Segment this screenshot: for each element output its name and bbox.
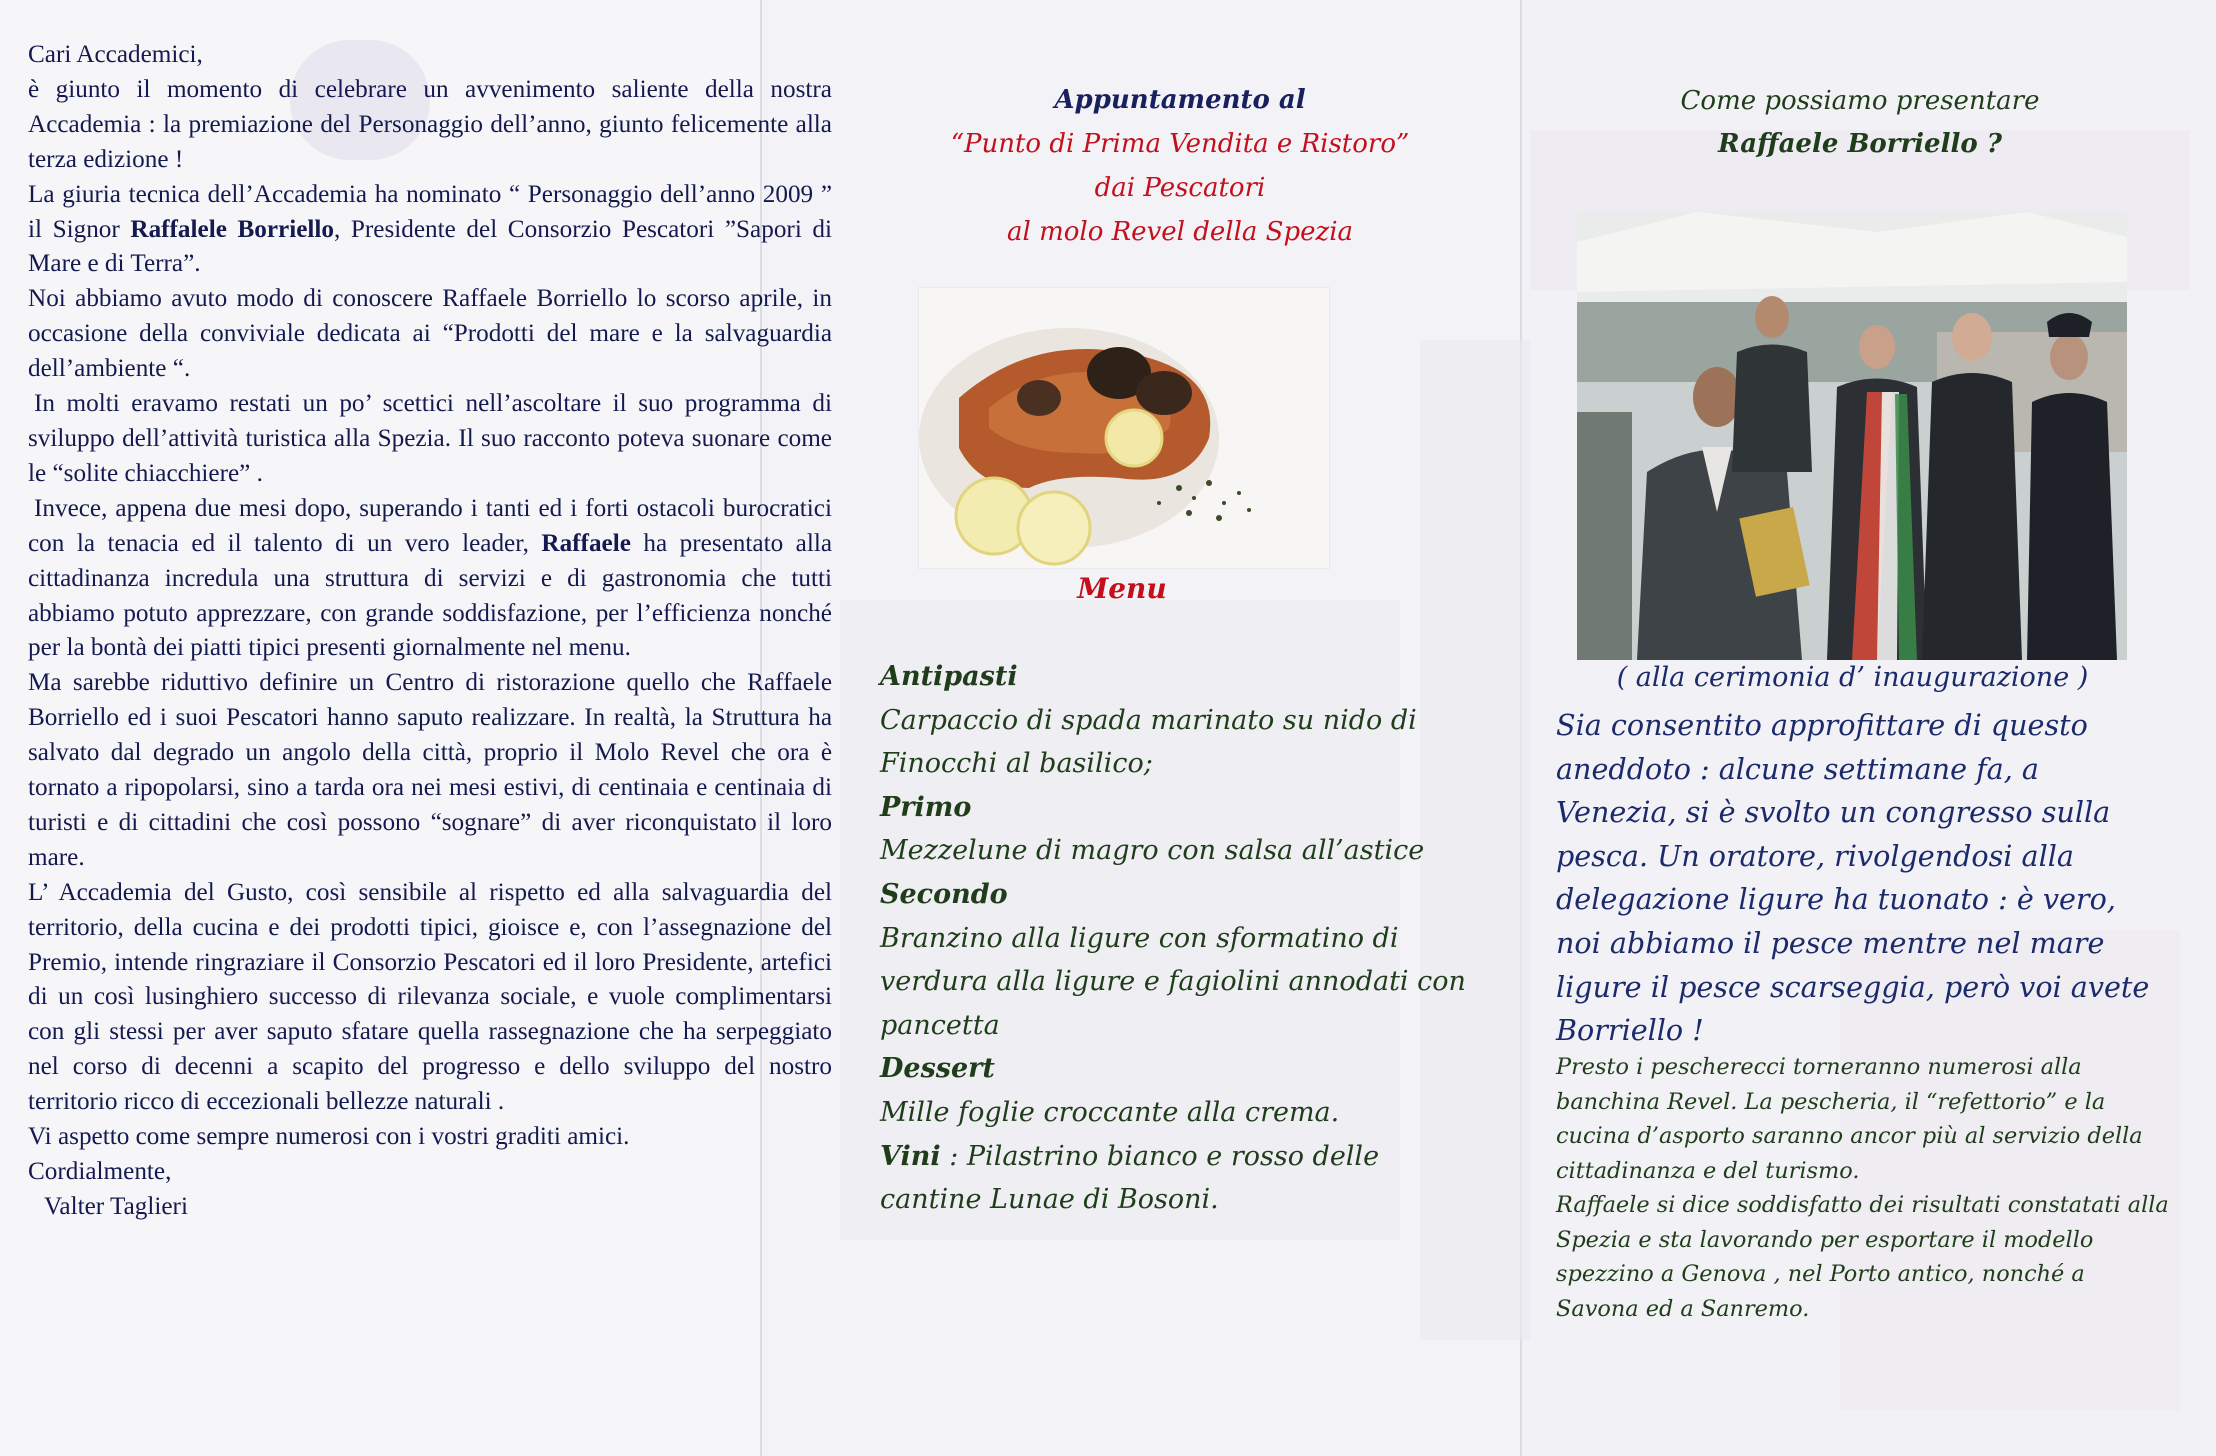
profile-heading-line: Come possiamo presentare (1680, 86, 2040, 116)
menu-course-label: Dessert (880, 1053, 995, 1085)
letter-paragraph: Ma sarebbe riduttivo definire un Centro di ristorazione quello che Raffaele Borriello ed i suoi Pescatori hanno saputo realizzare. In realtà, la Struttura ha salvato dal degrado un angolo della città, proprio il Molo Revel che ora è tornato a ripopolarsi, sino a tarda ora nei mesi estivi, di centinaia e centinaia di turisti e di cittadini che così possono “sognare” di aver riconquistato il loro mare. (28, 669, 832, 871)
invitation-venue: “Punto di Prima Vendita e Ristoro” (950, 129, 1410, 159)
menu-item: Mille foglie croccante alla crema. (880, 1096, 1340, 1128)
menu-course-label: Antipasti (880, 661, 1018, 692)
menu-item: Branzino alla ligure con sformatino di verdura alla ligure e fagiolini annodati con pancetta (880, 922, 1466, 1041)
letter-paragraph: Invece, appena due mesi dopo, superando i tanti ed i forti ostacoli burocratici con la tenacia ed il talento di un vero leader, Raffaele ha presentato alla cittadinanza incredula una struttura di servizi e di gastronomia che tutti abbiamo potuto apprezzare, con grande soddisfazione, per l’efficienza nonché per la bontà dei piatti tipici presenti giornalmente nel menu. (28, 494, 833, 662)
regards: Cordialmente, (28, 1158, 172, 1185)
closing-line: Vi aspetto come sempre numerosi con i vostri graditi amici. (28, 1123, 630, 1151)
invitation-line: Appuntamento al (1054, 85, 1306, 115)
letter-paragraph: Noi abbiamo avuto modo di conoscere Raffaele Borriello lo scorso aprile, in occasione della conviviale dedicata ai “Prodotti del mare e la salvaguardia dell’ambiente “. (28, 285, 832, 383)
menu-course-label: Vini (880, 1140, 941, 1172)
dish-photo (918, 287, 1330, 569)
letter-paragraph: è giunto il momento di celebrare un avvenimento saliente della nostra Accademia : la premiazione del Personaggio dell’anno, giunto felicemente alla terza edizione ! (28, 75, 832, 173)
profile-name: Raffaele Borriello ? (1718, 129, 2002, 159)
ceremony-photo (1577, 212, 2127, 660)
menu-course-label: Primo (880, 791, 972, 823)
anecdote: Sia consentito approfittare di questo aneddoto : alcune settimane fa, a Venezia, si è svolto un congresso sulla pesca. Un oratore, rivolgendosi alla delegazione ligure ha tuonato : è vero, noi abbiamo il pesce mentre nel mare ligure il pesce scarseggia, però voi avete Borriello ! (1556, 708, 2150, 1048)
letter-paragraph: La giuria tecnica dell’Accademia ha nominato “ Personaggio dell’anno 2009 ” il Signor Raffalele Borriello, Presidente del Consorzio Pescatori ”Sapori di Mare e di Terra”. (28, 180, 833, 278)
closing-notes (1556, 1050, 2171, 1326)
dish-illustration (919, 288, 1329, 568)
menu-item: Mezzelune di magro con salsa all’astice (880, 835, 1425, 867)
closing-paragraph: Raffaele si dice soddisfatto dei risultati constatati alla Spezia e sta lavorando per esportare il modello spezzino a Genova , nel Porto antico, nonché a Savona ed a Sanremo. (1556, 1192, 2169, 1322)
invitation-heading (860, 78, 1500, 254)
greeting: Cari Accademici, (28, 41, 203, 68)
honoree-first-name: Raffaele (541, 529, 631, 557)
menu-item: Vini : Pilastrino bianco e rosso delle cantine Lunae di Bosoni. (880, 1140, 1380, 1216)
menu-item: Carpaccio di spada marinato su nido di Finocchi al basilico; (880, 704, 1417, 780)
profile-heading (1570, 80, 2150, 166)
menu (880, 655, 1480, 1222)
closing-paragraph: Presto i pescherecci torneranno numerosi alla banchina Revel. La pescheria, il “refettorio” e la cucina d’asporto saranno ancor più al servizio della cittadinanza e del turismo. (1556, 1054, 2143, 1184)
photo-caption: ( alla cerimonia d’ inaugurazione ) (1616, 662, 2089, 693)
signature: Valter Taglieri (44, 1192, 188, 1220)
letter-paragraph: In molti eravamo restati un po’ scettici nell’ascoltare il suo programma di sviluppo dell’attività turistica alla Spezia. Il suo racconto poteva suonare come le “solite chiacchiere” . (28, 390, 832, 487)
sign-off (28, 1120, 832, 1225)
honoree-name: Raffalele Borriello (130, 215, 335, 243)
letter-paragraph: L’ Accademia del Gusto, così sensibile al rispetto ed alla salvaguardia del territorio, della cucina e dei prodotti tipici, gioisce e, con l’assegnazione del Premio, intende ringraziare il Consorzio Pescatori ed il loro Presidente, artefici di un così lusinghiero successo di rilevanza sociale, e vuole complimentarsi con gli stessi per aver saputo sfatare quella rassegnazione che ha serpeggiato nel corso di decenni a scapito del progresso e dello sviluppo del nostro territorio ricco di eccezionali bellezze naturali . (28, 878, 832, 1116)
letter (28, 38, 832, 1225)
ceremony-illustration (1577, 212, 2127, 660)
menu-title: Menu (1077, 572, 1167, 605)
invitation-line: dai Pescatori (1094, 173, 1266, 203)
menu-course-label: Secondo (880, 878, 1008, 910)
invitation-location: al molo Revel della Spezia (1006, 217, 1354, 247)
